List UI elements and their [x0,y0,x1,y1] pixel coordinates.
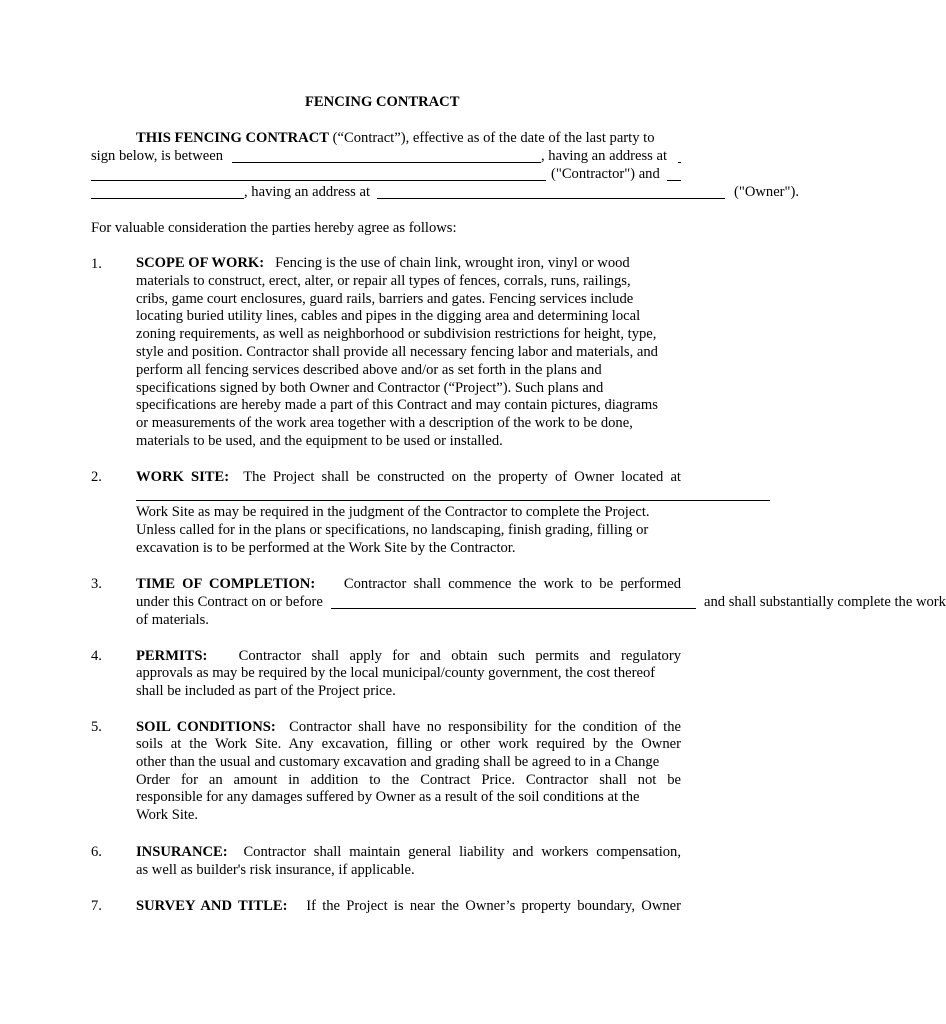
intro-line-4-label: , having an address at [244,184,371,200]
section-line: Contractor shall apply for and obtain such permits and regulatory [238,648,681,664]
intro-line-1 [136,129,655,147]
intro-line-1-rest: (“Contract”), effective as of the date of the last party to [329,130,655,146]
section-line: zoning requirements, as well as neighborhood or subdivision restrictions for height, type, [136,326,657,343]
intro-line-3: ("Contractor") and [551,166,660,182]
section-number: 2. [91,469,102,485]
contractor-address-field-start[interactable] [678,162,681,163]
owner-name-field-start[interactable] [667,180,681,181]
section-line: soils at the Work Site. Any excavation, filling or other work required by the Owner [136,736,681,752]
section-insurance-first-line [136,843,681,861]
section-line: style and position. Contractor shall provide all necessary fencing labor and materials, and [136,343,658,360]
section-line: specifications signed by both Owner and Contractor (“Project”). Such plans and [136,379,604,396]
section-work-site-first-line [136,468,681,486]
section-number: 3. [91,576,102,592]
section-line: perform all fencing services described above and/or as set forth in the plans and [136,361,602,378]
section-line: locating buried utility lines, cables and pipes in the digging area and determining local [136,308,641,325]
section-line: materials to be used, and the equipment to be used or installed. [136,432,503,449]
intro-lead: THIS FENCING CONTRACT [136,130,329,146]
consideration-text: For valuable consideration the parties hereby agree as follows: [91,220,457,236]
section-work-site [136,504,681,557]
section-soil-conditions [136,736,681,825]
owner-name-field[interactable] [91,198,244,199]
intro-owner-label: ("Owner"). [734,184,799,200]
contractor-address-field[interactable] [91,180,546,181]
intro-line-2-label: sign below, is between [91,148,223,164]
owner-address-field[interactable] [377,198,725,199]
intro-line-2-address-label: , having an address at [541,148,668,164]
section-number: 5. [91,719,102,735]
section-line: excavation is to be performed at the Work Site by the Contractor. [136,539,516,556]
section-heading: INSURANCE: [136,844,228,860]
section-number: 6. [91,844,102,860]
section-time-first-line [136,575,681,593]
contractor-name-field[interactable] [232,162,541,163]
start-date-field[interactable] [331,608,696,609]
section-permits [136,665,681,701]
section-heading: PERMITS: [136,648,208,664]
section-scope-of-work [136,255,681,451]
section-line: Contractor shall maintain general liability and workers compensation, [243,844,681,860]
section-heading: SOIL CONDITIONS: [136,719,276,735]
section-line: Work Site as may be required in the judgment of the Contractor to complete the Project. [136,504,650,520]
section-line: Contractor shall commence the work to be performed [343,576,681,592]
document-title: FENCING CONTRACT [305,94,460,110]
section-line: responsible for any damages suffered by Owner as a result of the soil conditions at the [136,789,640,806]
section-number: 7. [91,898,102,914]
section-permits-first-line [136,647,681,665]
section-line: If the Project is near the Owner’s property boundary, Owner [306,898,681,914]
section-time-trailing: and shall substantially complete the work [704,594,946,610]
section-line: shall be included as part of the Project price. [136,682,396,699]
section-line: other than the usual and customary excavation and grading shall be agreed to in a Change [136,753,660,770]
section-line: materials to construct, erect, alter, or repair all types of fences, corrals, runs, railings, [136,272,631,289]
section-line: Contractor shall have no responsibility for the condition of the [289,719,682,735]
section-line: under this Contract on or before [136,594,323,610]
section-line: Unless called for in the plans or specifications, no landscaping, finish grading, filling or [136,521,649,538]
section-heading: WORK SITE: [136,469,230,485]
section-line: The Project shall be constructed on the property of Owner located at [243,469,681,485]
section-line: specifications are hereby made a part of this Contract and may contain pictures, diagrams [136,397,658,414]
section-line: Fencing is the use of chain link, wrought iron, vinyl or wood [275,255,630,271]
section-heading: SURVEY AND TITLE: [136,898,288,914]
section-survey-first-line [136,897,681,915]
section-line: Work Site. [136,807,199,824]
section-soil-first-line [136,718,681,736]
section-number: 1. [91,256,102,272]
section-heading: TIME OF COMPLETION: [136,576,316,592]
section-line: approvals as may be required by the local municipal/county government, the cost thereof [136,665,656,681]
section-number: 4. [91,648,102,664]
section-line: Order for an amount in addition to the Contract Price. Contractor shall not be [136,771,681,788]
section-heading: SCOPE OF WORK: [136,255,265,271]
work-site-address-field[interactable] [136,500,770,501]
section-line: cribs, game court enclosures, guard rails, barriers and gates. Fencing services include [136,290,634,307]
section-line: or measurements of the work area together with a description of the work to be done, [136,415,633,432]
section-line: as well as builder's risk insurance, if applicable. [136,862,415,878]
section-line: of materials. [136,612,209,628]
